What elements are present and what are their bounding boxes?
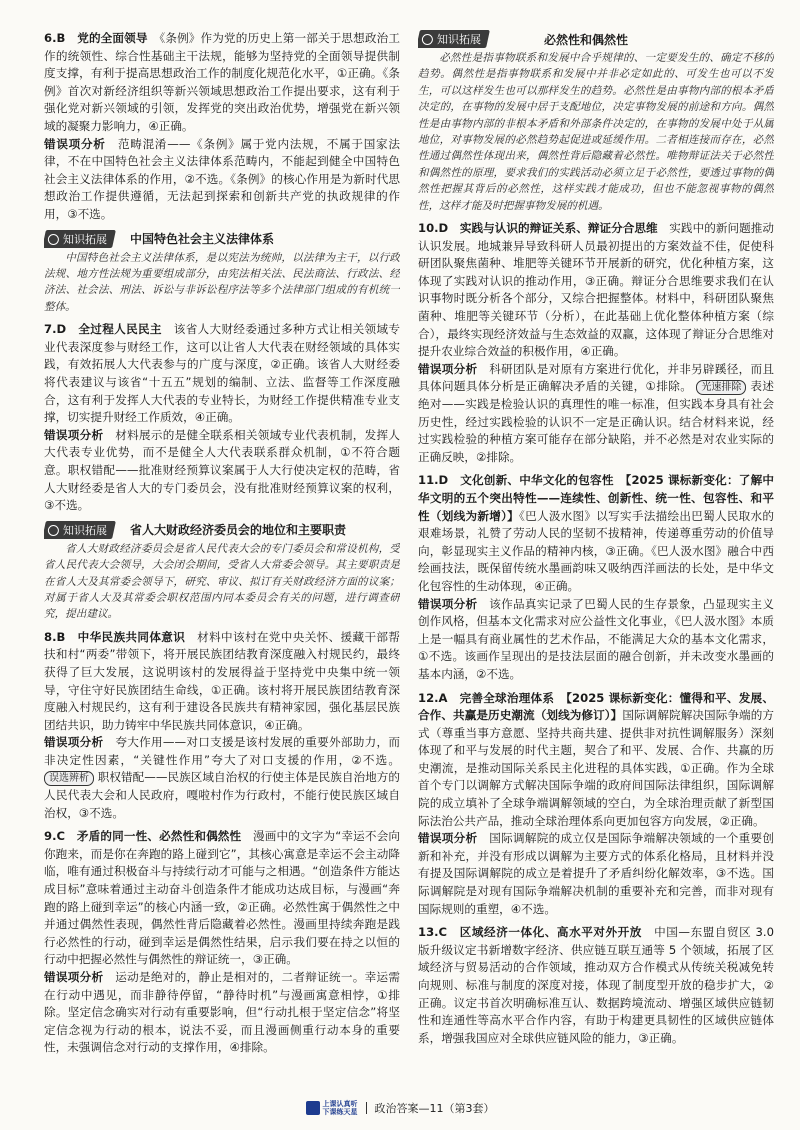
error-analysis-label: 错误项分析 [418, 596, 478, 611]
error-analysis-text-2: 表述绝对——实践是检验认识的真理性的唯一标准，但实践本身具有社会历史性，经过实践检验的认识不一定是正确认识。结合材料来说，经过实践检验的种植方案可能存在部分缺陷，并不必然是对农业实际的正确反映，②排除。 [418, 379, 774, 464]
curriculum-change-tag: 【2025 课标新变化：了解中华文明的五个突出特性——连续性、创新性、统一性、包容性、和平性（划线为新增）】 [418, 473, 774, 523]
answer-topic: 全过程人民民主 [78, 322, 162, 337]
answer-text: 中国—东盟自贸区 3.0 版升级议定书新增数字经济、供应链互联互通等 5 个领域，拓展了区域经济与贸易活动的合作领域，推动双方合作模式从传统关税减免转向规则、标准与制度的深度对接，体现了制度型开放的稳步扩大，②正确。议定书首次明确标准互认、数据跨境流动、增强区域供应链韧性和连通性等高水平合作内容，有助于构建更具韧性的区域供应链体系，增强我国应对全球供应链风险的能力，③正确。 [418, 925, 774, 1045]
answer-12 [418, 690, 774, 919]
error-analysis-text: 范畴混淆——《条例》属于党内法规，不属于国家法律，不在中国特色社会主义法律体系范畴内，不能起到健全中国特色社会主义法律体系的作用，②不选。《条例》的核心作用是为新时代思想政治工作提供遵循，无法起到探索和创新共产党的执政规律的作用，③不选。 [44, 136, 400, 221]
footer-divider [366, 1102, 367, 1114]
publisher-logo: 上课认真听 下课练天星 [306, 1100, 358, 1116]
error-analysis-text: 运动是绝对的，静止是相对的，二者辩证统一。幸运需在行动中遇见，而非静待停留，“静待时机”与漫画寓意相悖，①排除。坚定信念确实对行动有重要影响，但“行动扎根于坚定信念”将坚定信念视为行动的根本，说法不妥，而且漫画侧重行动本身的重要性，未强调信念对行动的支撑作用，④排除。 [44, 970, 400, 1055]
answer-13 [418, 924, 774, 1047]
answer-text: 《巴人汲水图》以写实手法描绘出巴蜀人民取水的艰难场景，礼赞了劳动人民的坚韧不拔精神，传递尊重劳动的价值导向，彰显现实主义作品的精神内核，③正确。《巴人汲水图》融合中西绘画技法，既保留传统水墨画韵味又吸纳西洋画法的长处，是中华文化包容性的生动体现，④正确。 [418, 508, 774, 593]
bulb-icon [422, 34, 433, 45]
knowledge-body: 中国特色社会主义法律体系，是以宪法为统帅，以法律为主干，以行政法规、地方性法规为重要组成部分，由宪法相关法、民法商法、行政法、经济法、社会法、刑法、诉讼与非诉讼程序法等多个法律部门组成的有机统一整体。 [44, 251, 400, 313]
answer-topic: 文化创新、中华文化的包容性 [460, 473, 614, 488]
knowledge-tag: 知识拓展 [418, 30, 490, 48]
error-analysis-text: 该作品真实记录了巴蜀人民的生存景象，凸显现实主义创作风格，但基本文化需求对应公益性文化事业，《巴人汲水图》本质上是一幅具有商业属性的艺术作品，不能满足大众的基本文化需求，①不选。该画作呈现出的是技法层面的融合创新，并未改变水墨画的基本内涵，②不选。 [418, 596, 774, 681]
error-analysis-label: 错误项分析 [44, 136, 106, 151]
answer-topic: 实践与认识的辩证关系、辩证分合思维 [459, 221, 658, 236]
knowledge-box-finance-committee [44, 521, 400, 623]
error-analysis-label: 错误项分析 [44, 735, 104, 750]
knowledge-box-necessity [418, 30, 774, 214]
answer-text: 《条例》作为党的历史上第一部关于思想政治工作的统领性、综合性基础主干法规，能够为坚持党的全面领导提供制度支撑，有利于提高思想政治工作的制度化规范化水平，①正确。《条例》首次对新经济组织等新兴领域思想政治工作提出要求，这有利于强化党对新兴领域的引领，发挥党的突出政治优势，增强党在新兴领域的凝聚力影响力，④正确。 [44, 31, 400, 133]
answer-7 [44, 321, 400, 515]
knowledge-box-legal-system [44, 230, 400, 316]
knowledge-title: 必然性和偶然性 [544, 32, 629, 47]
answer-topic: 区域经济一体化、高水平对外开放 [459, 925, 642, 940]
knowledge-body: 必然性是指事物联系和发展中合乎规律的、一定要发生的、确定不移的趋势。偶然性是指事物联系和发展中并非必定如此的、可发生也可以不发生，可以这样发生也可以那样发生的趋势。必然性是由事物内部的根本矛盾决定的，在事物的发展中居于支配地位，决定事物发展的前途和方向。偶然性是由事物内部的非根本矛盾和外部条件决定的，在事物的发展中处于从属地位，对事物发展的必然趋势起促进或延缓作用。二者相连接而存在，必然性通过偶然性体现出来，偶然性背后隐藏着必然性。唯物辩证法关于必然性和偶然性的原理，要求我们的实践活动必须立足于必然性，要透过事物的偶然性把握其背后的必然性，这样实践才能成功，但也不能忽视事物的偶然性，这样才能及时把握事物发展的机遇。 [418, 52, 774, 212]
error-analysis-text: 国际调解院的成立仅是国际争端解决领域的一个重要创新和补充，并没有形成以调解为主要方式的体系化格局，且材料并没有提及国际调解院的成立是着提升了矛盾纠纷化解效率，③不选。国际调解院是对现有国际争端解决机制的重要补充和完善，而非对现有国际规则的重塑，④不选。 [418, 831, 774, 916]
answer-number: 12.A [418, 690, 448, 705]
left-column [44, 30, 400, 1100]
error-analysis-label: 错误项分析 [44, 970, 104, 984]
two-column-body [44, 30, 774, 1100]
answer-text: 该省人大财经委通过多种方式让相关领域专业代表深度参与财经工作，这可以让省人大代表在财经领域的具体实践，有效拓展人大代表参与的广度与深度，②正确。该省人大财经委将代表建议与该省“十五五”规划的编制、立法、监督等工作深度融合，这有利于发挥人大代表的专业特长，为财经工作提供精准专业支撑，切实提升财经工作质效，④正确。 [44, 322, 400, 425]
bulb-icon [48, 524, 59, 535]
knowledge-title: 省人大财政经济委员会的地位和主要职责 [130, 523, 347, 538]
answer-topic: 完善全球治理体系 [459, 690, 555, 705]
knowledge-tag: 知识拓展 [44, 521, 116, 539]
answer-topic: 党的全面领导 [77, 31, 148, 45]
error-analysis-text: 夸大作用——对口支援是该村发展的重要外部助力，而非决定性因素，“关键性作用”夸大了对口支援的作用，②不选。 [44, 735, 400, 767]
error-analysis-text: 科研团队是对原有方案进行优化，并非另辟蹊径，而且具体问题具体分析是正确解决矛盾的关键，①排除。 [418, 361, 774, 394]
answer-number: 11.D [418, 473, 449, 488]
answer-topic: 中华民族共同体意识 [77, 629, 186, 644]
knowledge-title: 中国特色社会主义法律体系 [130, 232, 275, 247]
badge-quick-exclude: 光速排除 [696, 380, 746, 395]
answer-text: 实践中的新问题推动认识发展。地城兼异导致科研人员最初提出的方案效益不佳，促使科研团队聚焦菌种、堆肥等关键环节开展新的研究，优化种植方案，这体现了实践对认识的推动作用，③正确。辩证分合思维要求我们在认识事物时既分析各个部分，又综合把握整体。材料中，科研团队聚焦菌种、堆肥等关键环节（分析），在此基础上优化整体种植方案（综合），最终实现经济效益与生态效益的双赢，这体现了辩证分合思维对提升农业综合效益的积极作用，④正确。 [418, 221, 774, 359]
answer-number: 13.C [418, 925, 448, 940]
answer-number: 8.B [44, 629, 66, 644]
badge-misselect: 误选辨析 [44, 771, 94, 786]
answer-number: 7.D [44, 322, 67, 337]
answer-9 [44, 828, 400, 1057]
answer-number: 10.D [418, 221, 449, 236]
curriculum-change-tag: 【2025 课标新变化：懂得和平、发展、合作、共赢是历史潮流（划线为修订）】 [418, 690, 774, 723]
bulb-icon [48, 233, 59, 244]
answer-number: 6.B [44, 31, 66, 45]
knowledge-body: 省人大财政经济委员会是省人民代表大会的专门委员会和常设机构，受省人民代表大会领导，大会闭会期间，受省人大常委会领导。其主要职责是在省人大及其常委会领导下，研究、审议、拟订有关财政经济方面的议案；对属于省人大及其常委会职权范围内同本委员会有关的问题，进行调查研究，提出建议。 [44, 542, 400, 621]
answer-8 [44, 629, 400, 823]
page-footer [0, 1100, 800, 1116]
book-icon [306, 1101, 320, 1115]
error-analysis-text-2: 职权错配——民族区域自治权的行使主体是民族自治地方的人民代表大会和人民政府，嘎啦村作为行政村，不能行使民族区域自治权，③不选。 [44, 770, 400, 820]
answer-10 [418, 220, 774, 466]
error-analysis-label: 错误项分析 [44, 427, 104, 442]
answer-6 [44, 30, 400, 224]
answer-text: 材料中该村在党中央关怀、援藏干部帮扶和村“两委”带领下，将开展民族团结教育深度融入村规民约，最终获得了巨大发展，这说明该村的发展得益于坚持党中央集中统一领导，守住守好民族团结生命线，①正确。该村将开展民族团结教育深度融入村规民约，这有利于建设各民族共有精神家园，强化基层民族团结共识，助力铸牢中华民族共同体意识，④正确。 [44, 629, 400, 732]
page-label: 政治答案—11（第3套） [374, 1102, 495, 1115]
error-analysis-text: 材料展示的是健全联系相关领域专业代表机制，发挥人大代表专业优势，而不是健全人大代表联系群众机制，①不符合题意。职权错配——批准财经预算议案属于人大行使决定权的范畴，省人大财经委是省人大的专门委员会，没有批准财经预算议案的权利，③不选。 [44, 427, 400, 513]
answer-11 [418, 472, 774, 683]
answer-text: 漫画中的文字为“幸运不会向你跑来，而是你在奔跑的路上碰到它”，其核心寓意是幸运不会主动降临，唯有通过积极奋斗与持续行动才可能与之相遇。“创造条件方能达成目标”意味着通过主动奋斗创造条件才能成功达成目标，与漫画“奔跑的路上碰到幸运”的核心内涵一致，②正确。必然性寓于偶然性之中并通过偶然性表现，偶然性背后隐藏着必然性。漫画里持续奔跑是践行必然性的行动，碰到幸运是偶然性结果，启示我们要在持之以恒的行动中把握必然性与偶然性的辩证统一，③正确。 [44, 829, 400, 967]
answer-number: 9.C [44, 829, 65, 844]
right-column [418, 30, 774, 1100]
answer-topic: 矛盾的同一性、必然性和偶然性 [76, 829, 242, 844]
answer-text: 国际调解院解决国际争端的方式（尊重当事方意愿、坚持共商共建、提供非对抗性调解服务）深刻体现了和平与发展的时代主题，契合了和平、发展、合作、共赢的历史潮流，是推动国际关系民主化进程的具体实践，①正确。作为全球首个专门以调解方式解决国际争端的政府间国际法律组织，国际调解院的成立填补了全球争端调解领域的空白，为全球治理贡献了新型国际法治公共产品，推动全球治理体系向更加包容方向发展，②正确。 [418, 708, 774, 828]
error-analysis-label: 错误项分析 [418, 361, 478, 376]
knowledge-tag: 知识拓展 [44, 230, 116, 248]
error-analysis-label: 错误项分析 [418, 831, 478, 846]
